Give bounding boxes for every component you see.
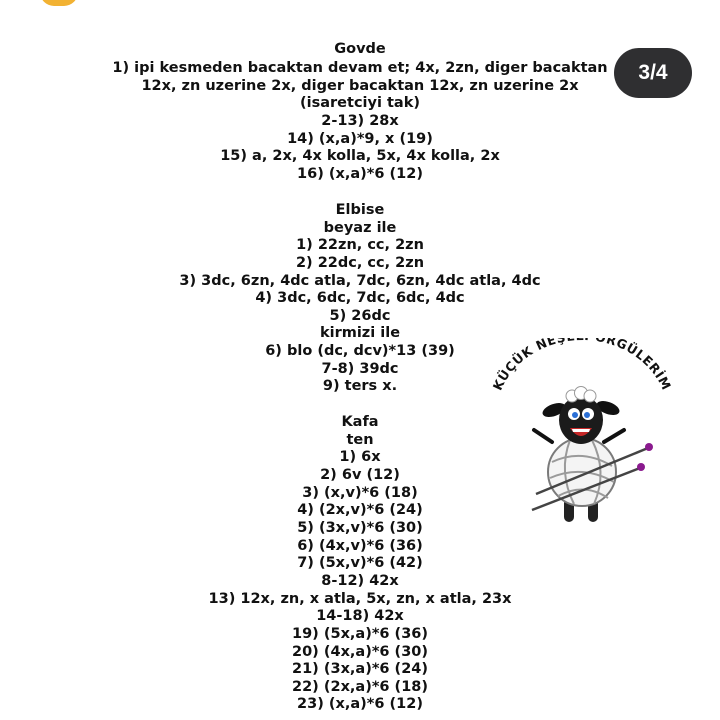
svg-text:KÜÇÜK NEŞELİ ÖRGÜLERİM <box>490 338 675 393</box>
pattern-line: 2) 22dc, cc, 2zn <box>295 255 425 271</box>
pattern-line: 1) 22zn, cc, 2zn <box>296 237 424 253</box>
pattern-line: 14) (x,a)*9, x (19) <box>287 131 433 147</box>
pattern-line: beyaz ile <box>323 220 397 236</box>
section-title-elbise: Elbise <box>335 202 385 218</box>
pattern-line: 8-12) 42x <box>321 573 399 589</box>
pattern-line: 1) ipi kesmeden bacaktan devam et; 4x, 2zn, diger bacaktan <box>112 60 608 76</box>
pattern-line: (isaretciyi tak) <box>300 95 420 111</box>
pattern-line: 16) (x,a)*6 (12) <box>297 166 423 182</box>
pattern-line: 14-18) 42x <box>316 608 404 624</box>
pattern-line: 2) 6v (12) <box>320 467 400 483</box>
watermark-text: KÜÇÜK NE RGÜLERİM <box>489 338 675 393</box>
pattern-line: 7-8) 39dc <box>321 361 399 377</box>
pattern-line: 20) (4x,a)*6 (30) <box>292 644 428 660</box>
pattern-line: kirmizi ile <box>319 325 401 341</box>
pattern-line: 13) 12x, zn, x atla, 5x, zn, x atla, 23x <box>208 591 512 607</box>
pattern-line: 3) (x,v)*6 (18) <box>302 485 418 501</box>
pattern-line: 4) 3dc, 6dc, 7dc, 6dc, 4dc <box>255 290 465 306</box>
pattern-line: 5) 26dc <box>329 308 391 324</box>
pattern-line: 12x, zn uzerine 2x, diger bacaktan 12x, zn uzerine 2x <box>141 78 579 94</box>
pattern-line: 5) (3x,v)*6 (30) <box>297 520 423 536</box>
pattern-line: ten <box>346 432 374 448</box>
pattern-line: 19) (5x,a)*6 (36) <box>292 626 428 642</box>
pattern-line: 21) (3x,a)*6 (24) <box>292 661 428 677</box>
sheep-icon <box>488 338 676 538</box>
watermark-logo <box>488 338 676 538</box>
pattern-line: 6) (4x,v)*6 (36) <box>297 538 423 554</box>
pattern-line: 1) 6x <box>339 449 381 465</box>
section-title-kafa: Kafa <box>341 414 379 430</box>
pattern-line: 15) a, 2x, 4x kolla, 5x, 4x kolla, 2x <box>220 148 500 164</box>
pattern-line: 9) ters x. <box>322 378 398 394</box>
pattern-line: 4) (2x,v)*6 (24) <box>297 502 423 518</box>
pattern-line: 7) (5x,v)*6 (42) <box>297 555 423 571</box>
pattern-line: 3) 3dc, 6zn, 4dc atla, 7dc, 6zn, 4dc atla, 4dc <box>179 273 541 289</box>
pattern-line: 6) blo (dc, dcv)*13 (39) <box>265 343 455 359</box>
page-counter: 3/4 <box>614 48 692 98</box>
top-arc-decoration <box>40 0 78 6</box>
pattern-line: 23) (x,a)*6 (12) <box>297 696 423 712</box>
pattern-line: 2-13) 28x <box>321 113 399 129</box>
pattern-line: 22) (2x,a)*6 (18) <box>292 679 428 695</box>
section-title-govde: Govde <box>334 41 386 57</box>
